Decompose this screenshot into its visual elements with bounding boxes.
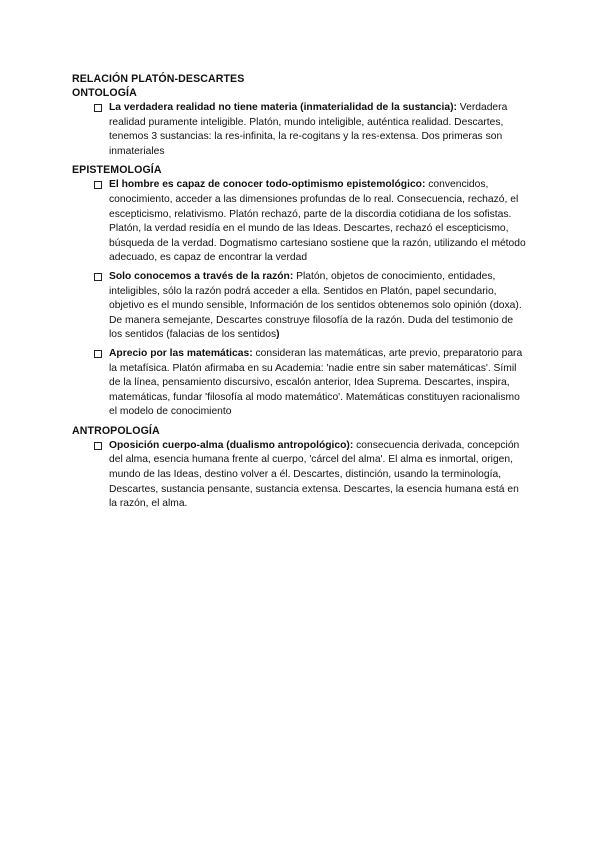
list-item	[72, 347, 528, 420]
item-lead: La verdadera realidad no tiene materia (inmaterialidad de la sustancia):	[109, 102, 460, 113]
item-lead: El hombre es capaz de conocer todo-optimismo epistemológico:	[109, 179, 429, 191]
item-lead: Aprecio por las matemáticas:	[109, 347, 256, 359]
section-heading-ontologia: ONTOLOGÍA	[72, 87, 137, 99]
document-title: RELACIÓN PLATÓN-DESCARTES	[72, 73, 245, 85]
item-text: convencidos, conocimiento, acceder a las dimensiones profundas de lo real. Consecuencia, rechazó, el escepticismo, relativismo. Platón rechazó, parte de la discordia cotidiana de los sofistas. Platón, la verdad residía en el mundo de las Ideas. Descartes, rechazó el escepticismo, búsqueda de la verdad. Dogmatismo cartesiano sostiene que la razón, utilizando el método adecuado, es capaz de encontrar la verdad	[109, 179, 526, 264]
item-text: Verdadera realidad puramente inteligible. Platón, mundo inteligible, auténtica realidad. Descartes, tenemos 3 sustancias: la res-infinita, la re-cogitans y la res-extensa. Dos primeras son inmateriales	[109, 102, 508, 157]
item-lead: Solo conocemos a través de la razón:	[109, 270, 297, 282]
checkbox-icon[interactable]	[94, 442, 102, 450]
item-tail: )	[276, 329, 280, 341]
item-lead: Oposición cuerpo-alma (dualismo antropológico):	[109, 439, 357, 451]
checkbox-icon[interactable]	[94, 273, 102, 281]
item-text: consideran las matemáticas, arte previo, preparatorio para la metafísica. Platón afirmaba en su Academia: 'nadie entre sin saber matemáticas'. Símil de la línea, pensamiento discursivo, escalón anterior, Idea Suprema. Descartes, inspira, matemáticas, fundar 'filosofía al modo matemático'. Matemáticas constituyen racionalismo el modelo de conocimiento	[109, 347, 523, 418]
item-text: consecuencia derivada, concepción del alma, esencia humana frente al cuerpo, 'cárcel del alma'. El alma es inmortal, origen, mundo de las Ideas, destino volver a él. Descartes, distinción, usando la terminología, Descartes, sustancia pensante, sustancia extensa. Descartes, la esencia humana está en la razón, el alma.	[109, 439, 520, 510]
item-text: Platón, objetos de conocimiento, entidades, inteligibles, sólo la razón podrá acceder a ella. Sentidos en Platón, papel secundario, objetivo es el mundo sensible, Información de los sentidos obtenemos solo opinión (doxa). De manera semejante, Descartes construye filosofía de la razón. Duda del testimonio de los sentidos (falacias de los sentidos	[109, 270, 522, 341]
list-item	[72, 178, 528, 266]
document-page	[72, 72, 528, 516]
checkbox-icon[interactable]	[94, 104, 102, 112]
list-item	[72, 101, 528, 159]
checkbox-icon[interactable]	[94, 350, 102, 358]
section-heading-antropologia: ANTROPOLOGÍA	[72, 424, 160, 437]
section-heading-epistemologia: EPISTEMOLOGÍA	[72, 164, 162, 177]
checkbox-icon[interactable]	[94, 181, 102, 189]
list-item	[72, 439, 528, 512]
list-item	[72, 270, 528, 343]
